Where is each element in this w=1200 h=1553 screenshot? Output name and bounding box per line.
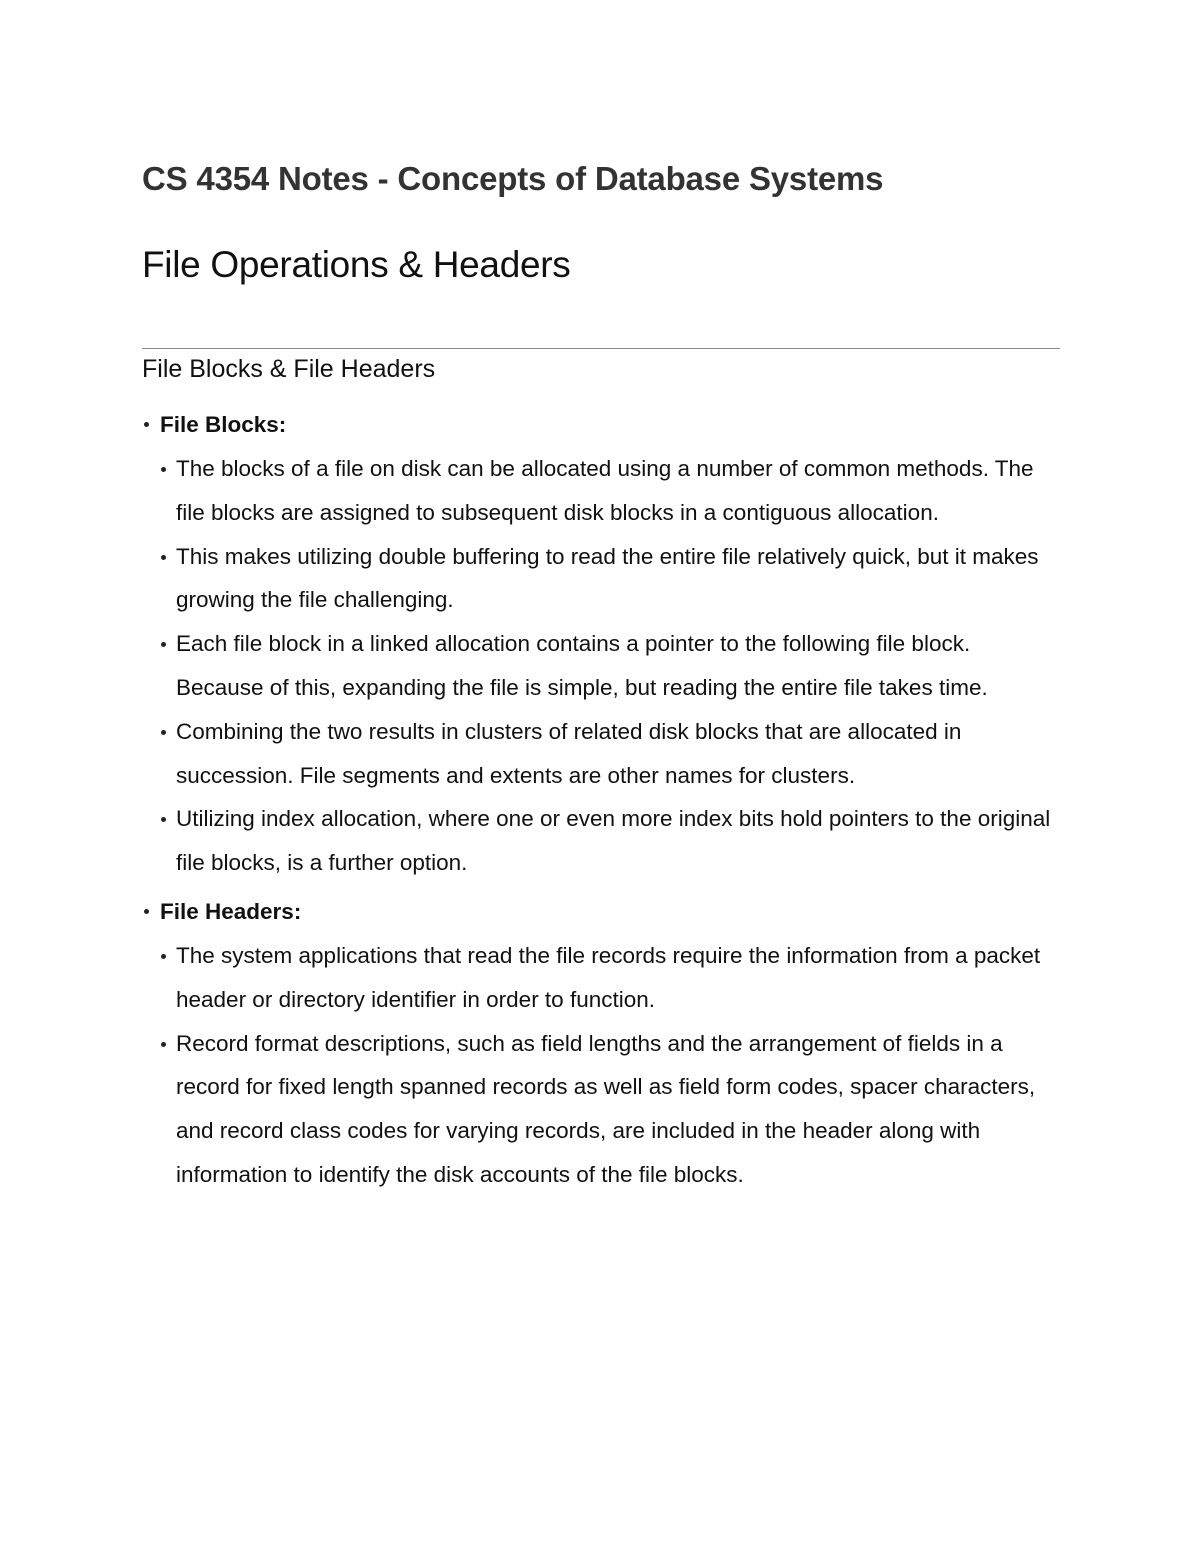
sub-list-item: [160, 447, 1056, 535]
bullet-icon: [161, 1042, 166, 1047]
bullet-icon: [161, 467, 166, 472]
list-item-label: File Headers:: [160, 898, 302, 924]
sub-item-text: The system applications that read the file records require the information from a packet header or directory identifier in order to function.: [176, 942, 1041, 1012]
sub-item-text: Combining the two results in clusters of related disk blocks that are allocated in succession. File segments and extents are other names for clusters.: [176, 718, 962, 788]
list-item-file-headers: [142, 893, 1060, 1197]
document-page: [142, 0, 1060, 1553]
bullet-icon: [144, 422, 149, 427]
bullet-icon: [161, 817, 166, 822]
sub-list-file-headers: [160, 934, 1060, 1197]
bullet-icon: [161, 730, 166, 735]
list-item-label: File Blocks:: [160, 412, 287, 437]
section-heading: File Blocks & File Headers: [142, 355, 436, 383]
bullet-icon: [161, 555, 166, 560]
sub-list-item: [160, 710, 1056, 798]
sub-list-item: [160, 934, 1056, 1022]
bullet-icon: [161, 954, 166, 959]
sub-list-item: [160, 797, 1056, 885]
sub-item-text: The blocks of a file on disk can be allocated using a number of common methods. The file blocks are assigned to subsequent disk blocks in a contiguous allocation.: [176, 456, 1034, 525]
document-title: CS 4354 Notes - Concepts of Database Systems: [142, 160, 884, 197]
list-item-file-blocks: [142, 406, 1060, 885]
sub-item-text: Utilizing index allocation, where one or even more index bits hold pointers to the original file blocks, is a further option.: [176, 806, 1051, 876]
document-subtitle: File Operations & Headers: [142, 244, 571, 285]
sub-item-text: Record format descriptions, such as field lengths and the arrangement of fields in a record for fixed length spanned records as well as field form codes, spacer characters, and record class codes for varying records, are included in the header along with information to identify the disk accounts of the file blocks.: [176, 1030, 1036, 1187]
horizontal-divider: [142, 348, 1060, 349]
sub-list-item: [160, 622, 1056, 710]
sub-list-item: [160, 535, 1056, 623]
notes-list: [142, 406, 1060, 1205]
bullet-icon: [161, 642, 166, 647]
bullet-icon: [144, 909, 149, 914]
sub-list-file-blocks: [160, 447, 1060, 885]
sub-item-text: This makes utilizing double buffering to read the entire file relatively quick, but it makes growing the file challenging.: [176, 543, 1039, 613]
sub-list-item: [160, 1022, 1056, 1197]
sub-item-text: Each file block in a linked allocation contains a pointer to the following file block. Because of this, expanding the file is simple, but reading the entire file takes time.: [176, 631, 988, 700]
